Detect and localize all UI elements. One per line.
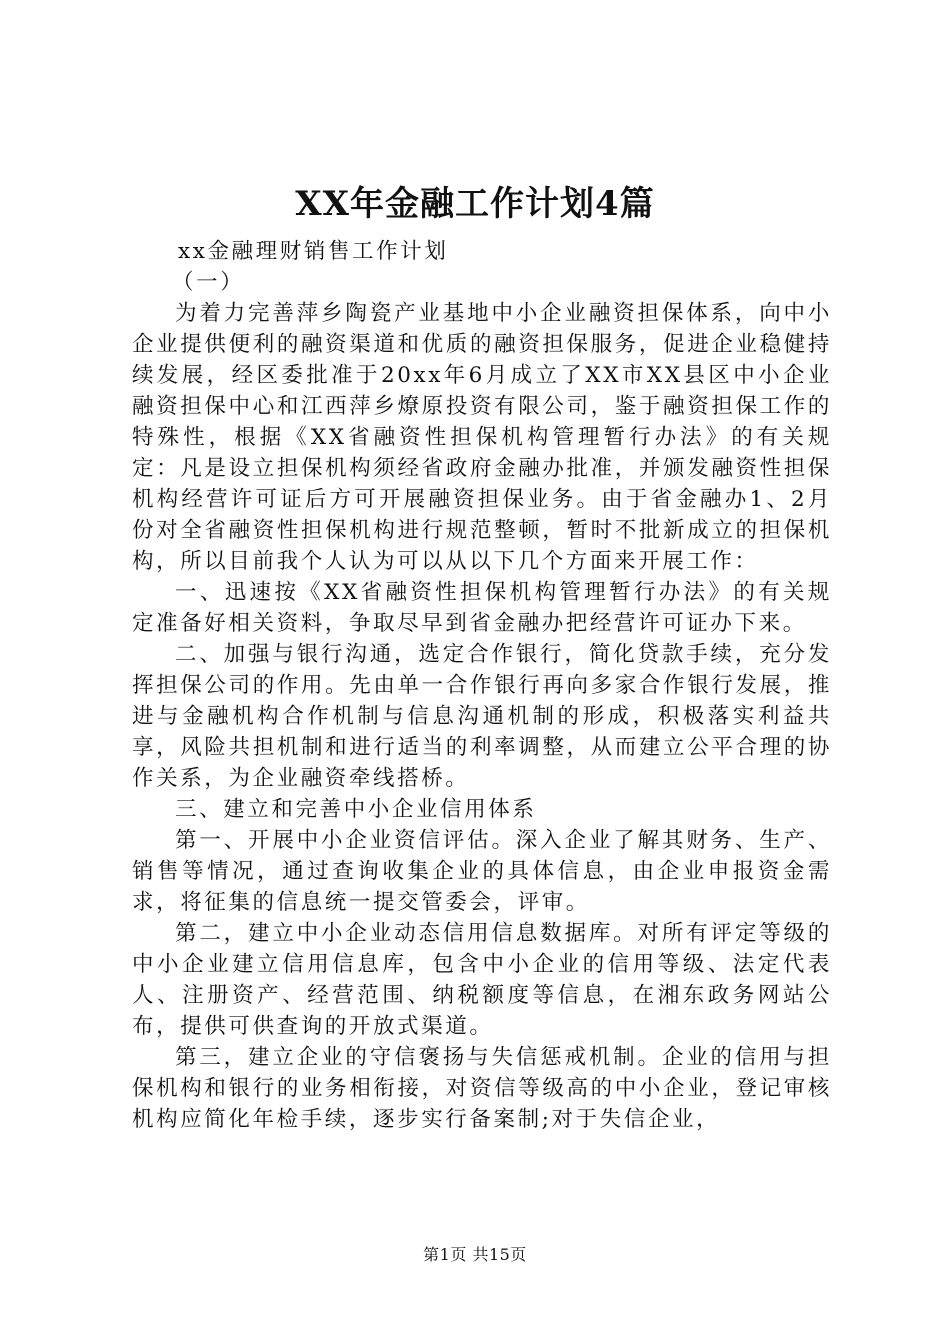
document-body <box>132 236 832 1135</box>
section-marker: （一） <box>172 270 245 295</box>
paragraph-item-1: 一、迅速按《XX省融资性担保机构管理暂行办法》的有关规定准备好相关资料，争取尽早到省金融办把经营许可证办下来。 <box>132 580 832 636</box>
paragraph-intro: 为着力完善萍乡陶瓷产业基地中小企业融资担保体系，向中小企业提供便利的融资渠道和优质的融资担保服务，促进企业稳健持续发展，经区委批准于20xx年6月成立了XX市XX县区中小企业融资担保中心和江西萍乡燎原投资有限公司，鉴于融资担保工作的特殊性，根据《XX省融资性担保机构管理暂行办法》的有关规定：凡是设立担保机构须经省政府金融办批准，并颁发融资性担保机构经营许可证后方可开展融资担保业务。由于省金融办1、2月份对全省融资性担保机构进行规范整顿，暂时不批新成立的担保机构，所以目前我个人认为可以从以下几个方面来开展工作： <box>132 301 832 574</box>
paragraph-point-1: 第一、开展中小企业资信评估。深入企业了解其财务、生产、销售等情况，通过查询收集企业的具体信息，由企业申报资金需求，将征集的信息统一提交管委会，评审。 <box>132 828 832 915</box>
paragraph-point-2: 第二，建立中小企业动态信用信息数据库。对所有评定等级的中小企业建立信用信息库，包含中小企业的信用等级、法定代表人、注册资产、经营范围、纳税额度等信息，在湘东政务网站公布，提供可供查询的开放式渠道。 <box>132 921 832 1039</box>
paragraph-item-2: 二、加强与银行沟通，选定合作银行，简化贷款手续，充分发挥担保公司的作用。先由单一合作银行再向多家合作银行发展，推进与金融机构合作机制与信息沟通机制的形成，积极落实利益共享，风险共担机制和进行适当的利率调整，从而建立公平合理的协作关系，为企业融资牵线搭桥。 <box>132 642 832 791</box>
document-title: XX年金融工作计划4篇 <box>295 184 655 224</box>
paragraph-item-3-heading: 三、建立和完善中小企业信用体系 <box>175 797 537 822</box>
document-subtitle: xx金融理财销售工作计划 <box>178 239 449 264</box>
paragraph-point-3: 第三，建立企业的守信褒扬与失信惩戒机制。企业的信用与担保机构和银行的业务相衔接，对资信等级高的中小企业，登记审核机构应简化年检手续，逐步实行备案制;对于失信企业， <box>132 1045 832 1132</box>
page-footer: 第1页 共15页 <box>423 1245 527 1264</box>
